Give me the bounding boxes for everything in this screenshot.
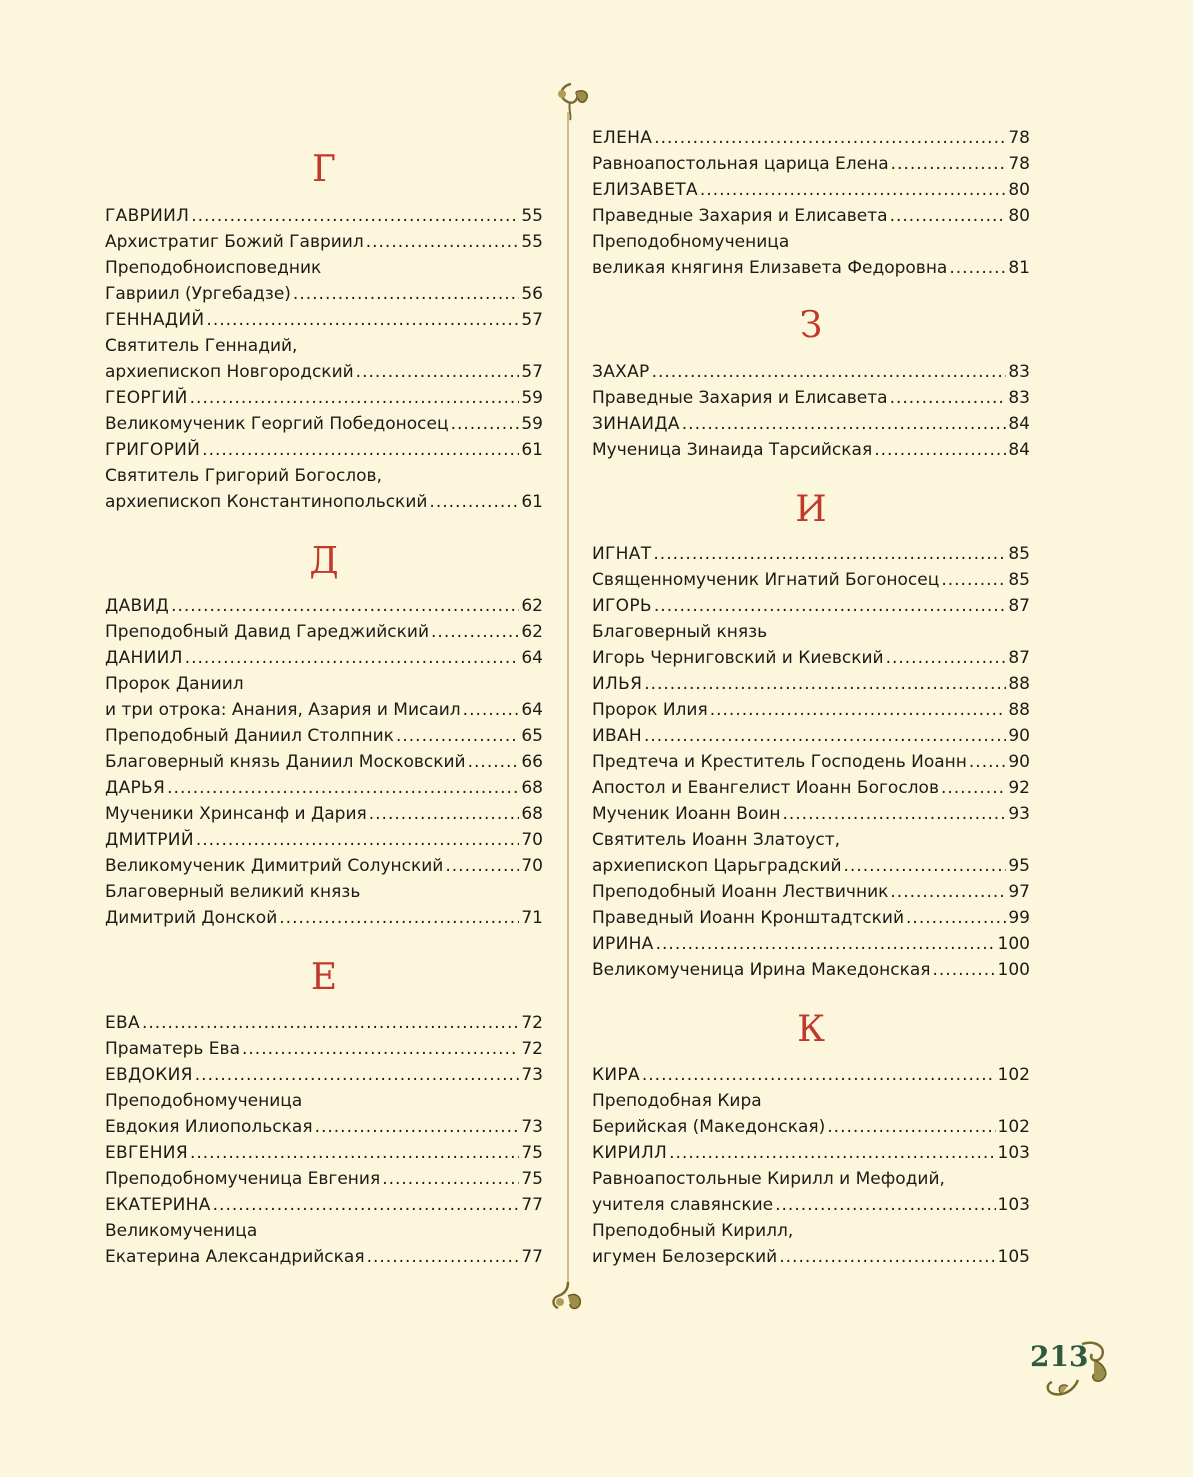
entry-page-number: 103 [997,1195,1030,1215]
index-entry-row [592,203,1030,229]
index-entry-row [105,905,543,931]
entry-name: ГРИГОРИЙ [105,440,201,460]
entry-page-number: 103 [997,1143,1030,1163]
dot-leader [700,177,1006,203]
index-entry-row [592,749,1030,775]
entry-name: игумен Белозерский [592,1247,778,1267]
entry-name: Благоверный князь Даниил Московский [105,752,466,772]
index-entry-row [105,1036,543,1062]
index-heading-row [105,385,543,411]
index-entry-row [105,463,543,489]
dot-leader [213,1192,520,1218]
entry-name: ЕВГЕНИЯ [105,1143,188,1163]
entry-name: Священномученик Игнатий Богоносец [592,570,940,590]
entry-page-number: 100 [997,934,1030,954]
entry-name: ЗАХАР [592,362,650,382]
entry-page-number: 59 [521,388,543,408]
entry-name: Преподобный Давид Гареджийский [105,622,430,642]
entry-page-number: 77 [521,1195,543,1215]
dot-leader [356,359,520,385]
entry-name: ГЕННАДИЙ [105,310,205,330]
section-e-entries [105,1010,543,1270]
index-entry-row [105,1114,543,1140]
dot-leader [195,1062,520,1088]
dot-leader [874,437,1006,463]
dot-leader [890,385,1007,411]
index-heading-row [592,411,1030,437]
entry-page-number: 105 [997,1247,1030,1267]
entry-page-number: 90 [1008,726,1030,746]
index-entry-row [105,671,543,697]
entry-name: Преподобный Даниил Столпник [105,726,394,746]
index-entry-row [592,957,1030,983]
entry-name: Благоверный великий князь [105,882,361,902]
section-letter-d: Д [309,541,339,582]
dot-leader [654,125,1006,151]
index-entry-row [105,255,543,281]
index-heading-row [592,931,1030,957]
section-letter-i: И [795,489,827,530]
index-entry-row [105,853,543,879]
entry-name: Мученик Иоанн Воин [592,804,781,824]
entry-name: ДАРЬЯ [105,778,166,798]
index-heading-row [105,1192,543,1218]
dot-leader [190,1140,519,1166]
entry-page-number: 64 [521,648,543,668]
entry-page-number: 78 [1008,154,1030,174]
entry-name: Гавриил (Ургебадзе) [105,284,291,304]
dot-leader [642,1062,996,1088]
dot-leader [463,697,520,723]
entry-page-number: 77 [521,1247,543,1267]
index-heading-row [105,645,543,671]
dot-leader [429,489,519,515]
entry-name: Великомученица Ирина Македонская [592,960,931,980]
index-entry-row [592,619,1030,645]
index-heading-row [592,359,1030,385]
index-heading-row [105,437,543,463]
dot-leader [827,1114,995,1140]
entry-name: ГАВРИИЛ [105,206,190,226]
dot-leader [293,281,519,307]
index-entry-row [105,619,543,645]
index-entry-row [592,827,1030,853]
index-entry-row [105,489,543,515]
dot-leader [969,749,1006,775]
dot-leader [167,775,519,801]
entry-name: ЕКАТЕРИНА [105,1195,211,1215]
entry-page-number: 70 [521,830,543,850]
entry-page-number: 80 [1008,180,1030,200]
index-entry-row [105,879,543,905]
dot-leader [906,905,1006,931]
dot-leader [142,1010,519,1036]
index-entry-row [592,567,1030,593]
entry-page-number: 72 [521,1039,543,1059]
section-letter-g: Г [312,149,336,190]
entry-page-number: 87 [1008,596,1030,616]
dot-leader [369,801,520,827]
entry-name: ДАВИД [105,596,170,616]
index-heading-row [592,671,1030,697]
entry-name: Праведные Захария и Елисавета [592,206,888,226]
entry-page-number: 55 [521,232,543,252]
index-heading-row [592,541,1030,567]
entry-page-number: 81 [1008,258,1030,278]
entry-name: Берийская (Македонская) [592,1117,826,1137]
index-entry-row [105,749,543,775]
index-entry-row [592,229,1030,255]
dot-leader [366,229,520,255]
entry-name: Екатерина Александрийская [105,1247,365,1267]
entry-name: Пророк Илия [592,700,708,720]
bottom-ornament-icon [548,1280,588,1316]
index-entry-row [105,1088,543,1114]
index-entry-row [105,229,543,255]
dot-leader [396,723,519,749]
entry-page-number: 68 [521,804,543,824]
section-k-entries [592,1062,1030,1270]
section-letter-z: З [799,305,823,346]
entry-name: ДМИТРИЙ [105,830,194,850]
index-entry-row [592,1192,1030,1218]
index-entry-row [592,1218,1030,1244]
index-entry-row [105,723,543,749]
entry-name: ИГОРЬ [592,596,652,616]
dot-leader [844,853,1007,879]
entry-name: ИГНАТ [592,544,652,564]
entry-name: архиепископ Константинопольский [105,492,428,512]
index-entry-row [105,333,543,359]
dot-leader [710,697,1007,723]
entry-page-number: 61 [521,440,543,460]
index-entry-row [105,1218,543,1244]
entry-name: КИРИЛЛ [592,1143,668,1163]
entry-name: ИРИНА [592,934,654,954]
index-heading-row [105,307,543,333]
dot-leader [652,359,1007,385]
index-heading-row [592,593,1030,619]
entry-page-number: 88 [1008,674,1030,694]
entry-page-number: 78 [1008,128,1030,148]
entry-page-number: 70 [521,856,543,876]
dot-leader [644,723,1006,749]
entry-page-number: 102 [997,1117,1030,1137]
entry-name: Преподобная Кира [592,1091,762,1111]
section-g-entries [105,203,543,515]
entry-name: ДАНИИЛ [105,648,183,668]
index-entry-row [592,853,1030,879]
dot-leader [890,879,1006,905]
entry-name: Равноапостольные Кирилл и Мефодий, [592,1169,945,1189]
dot-leader [185,645,520,671]
index-heading-row [105,775,543,801]
dot-leader [779,1244,995,1270]
entry-page-number: 62 [521,622,543,642]
entry-name: Благоверный князь [592,622,768,642]
index-entry-row [105,697,543,723]
section-letter-k: К [797,1009,825,1050]
entry-page-number: 72 [521,1013,543,1033]
dot-leader [242,1036,519,1062]
entry-name: Преподобный Кирилл, [592,1221,794,1241]
entry-name: Димитрий Донской [105,908,278,928]
index-entry-row [105,1244,543,1270]
entry-name: Праматерь Ева [105,1039,240,1059]
index-entry-row [592,905,1030,931]
entry-page-number: 64 [521,700,543,720]
entry-page-number: 56 [521,284,543,304]
entry-name: Святитель Геннадий, [105,336,298,356]
dot-leader [202,437,519,463]
dot-leader [891,151,1007,177]
entry-page-number: 102 [997,1065,1030,1085]
entry-page-number: 85 [1008,544,1030,564]
entry-page-number: 59 [521,414,543,434]
entry-page-number: 73 [521,1117,543,1137]
dot-leader [644,671,1006,697]
dot-leader [451,411,520,437]
index-entry-row [592,437,1030,463]
entry-name: ГЕОРГИЙ [105,388,188,408]
entry-name: Преподобномученица Евгения [105,1169,381,1189]
entry-page-number: 83 [1008,388,1030,408]
entry-page-number: 99 [1008,908,1030,928]
entry-name: ЗИНАИДА [592,414,680,434]
entry-name: Святитель Иоанн Златоуст, [592,830,841,850]
entry-page-number: 73 [521,1065,543,1085]
dot-leader [431,619,519,645]
entry-page-number: 57 [521,362,543,382]
entry-page-number: 80 [1008,206,1030,226]
dot-leader [775,1192,995,1218]
dot-leader [279,905,519,931]
index-entry-row [105,1166,543,1192]
entry-name: Предтеча и Креститель Господень Иоанн [592,752,967,772]
entry-name: Праведные Захария и Елисавета [592,388,888,408]
dot-leader [654,593,1006,619]
entry-name: Праведный Иоанн Кронштадтский [592,908,905,928]
entry-page-number: 65 [521,726,543,746]
index-entry-row [592,775,1030,801]
dot-leader [190,385,520,411]
index-entry-row [105,801,543,827]
index-entry-row [592,879,1030,905]
dot-leader [782,801,1006,827]
top-ornament-icon [550,80,592,122]
index-heading-row [592,177,1030,203]
index-heading-row [592,125,1030,151]
dot-leader [669,1140,995,1166]
index-heading-row [105,593,543,619]
entry-page-number: 90 [1008,752,1030,772]
column-divider [567,112,569,1284]
entry-name: ЕЛЕНА [592,128,653,148]
index-heading-row [105,1062,543,1088]
dot-leader [682,411,1007,437]
index-entry-row [592,697,1030,723]
index-entry-row [592,151,1030,177]
dot-leader [367,1244,520,1270]
index-heading-row [592,1140,1030,1166]
dot-leader [949,255,1006,281]
entry-name: Великомученик Димитрий Солунский [105,856,444,876]
entry-name: Святитель Григорий Богослов, [105,466,382,486]
dot-leader [206,307,519,333]
index-heading-row [592,1062,1030,1088]
dot-leader [932,957,995,983]
entry-page-number: 61 [521,492,543,512]
entry-page-number: 95 [1008,856,1030,876]
entry-name: и три отрока: Анания, Азария и Мисаил [105,700,461,720]
dot-leader [196,827,520,853]
index-heading-row [105,827,543,853]
entry-page-number: 87 [1008,648,1030,668]
entry-page-number: 84 [1008,414,1030,434]
index-heading-row [592,723,1030,749]
section-e-continued-entries [592,125,1030,281]
entry-page-number: 75 [521,1169,543,1189]
index-entry-row [592,385,1030,411]
entry-page-number: 71 [521,908,543,928]
entry-name: Великомученик Георгий Победоносец [105,414,449,434]
entry-page-number: 62 [521,596,543,616]
entry-name: Архистратиг Божий Гавриил [105,232,364,252]
dot-leader [941,775,1006,801]
dot-leader [653,541,1006,567]
dot-leader [315,1114,520,1140]
dot-leader [468,749,520,775]
page-number: 213 [1030,1340,1089,1373]
entry-name: ИЛЬЯ [592,674,643,694]
dot-leader [890,203,1007,229]
index-entry-row [592,255,1030,281]
dot-leader [171,593,519,619]
entry-name: КИРА [592,1065,640,1085]
entry-name: Преподобноисповедник [105,258,322,278]
entry-name: ЕВДОКИЯ [105,1065,193,1085]
index-heading-row [105,1140,543,1166]
entry-name: архиепископ Новгородский [105,362,354,382]
entry-name: Равноапостольная царица Елена [592,154,889,174]
entry-name: Великомученица [105,1221,258,1241]
entry-name: учителя славянские [592,1195,774,1215]
dot-leader [656,931,996,957]
section-i-entries [592,541,1030,983]
dot-leader [886,645,1007,671]
index-heading-row [105,1010,543,1036]
index-entry-row [592,645,1030,671]
entry-page-number: 57 [521,310,543,330]
entry-name: ЕВА [105,1013,140,1033]
index-entry-row [592,1114,1030,1140]
entry-name: Мученики Хринсанф и Дария [105,804,367,824]
entry-name: ЕЛИЗАВЕТА [592,180,698,200]
entry-page-number: 68 [521,778,543,798]
section-letter-e: Е [310,957,338,998]
entry-page-number: 83 [1008,362,1030,382]
entry-page-number: 84 [1008,440,1030,460]
entry-name: Евдокия Илиопольская [105,1117,313,1137]
index-entry-row [592,801,1030,827]
entry-name: Преподобномученица [592,232,790,252]
entry-name: Преподобномученица [105,1091,303,1111]
entry-page-number: 75 [521,1143,543,1163]
index-entry-row [105,359,543,385]
entry-page-number: 55 [521,206,543,226]
index-entry-row [105,281,543,307]
entry-page-number: 92 [1008,778,1030,798]
entry-page-number: 88 [1008,700,1030,720]
entry-name: Пророк Даниил [105,674,244,694]
index-entry-row [592,1244,1030,1270]
entry-page-number: 85 [1008,570,1030,590]
entry-page-number: 97 [1008,882,1030,902]
entry-name: великая княгиня Елизавета Федоровна [592,258,948,278]
entry-name: архиепископ Царьградский [592,856,842,876]
entry-name: Мученица Зинаида Тарсийская [592,440,873,460]
dot-leader [941,567,1006,593]
index-entry-row [592,1166,1030,1192]
index-entry-row [105,411,543,437]
section-d-entries [105,593,543,931]
dot-leader [445,853,519,879]
entry-name: ИВАН [592,726,642,746]
entry-name: Апостол и Евангелист Иоанн Богослов [592,778,939,798]
index-heading-row [105,203,543,229]
dot-leader [382,1166,519,1192]
dot-leader [191,203,519,229]
entry-name: Преподобный Иоанн Лествичник [592,882,889,902]
index-entry-row [592,1088,1030,1114]
entry-page-number: 100 [997,960,1030,980]
section-z-entries [592,359,1030,463]
entry-page-number: 93 [1008,804,1030,824]
entry-page-number: 66 [521,752,543,772]
entry-name: Игорь Черниговский и Киевский [592,648,884,668]
